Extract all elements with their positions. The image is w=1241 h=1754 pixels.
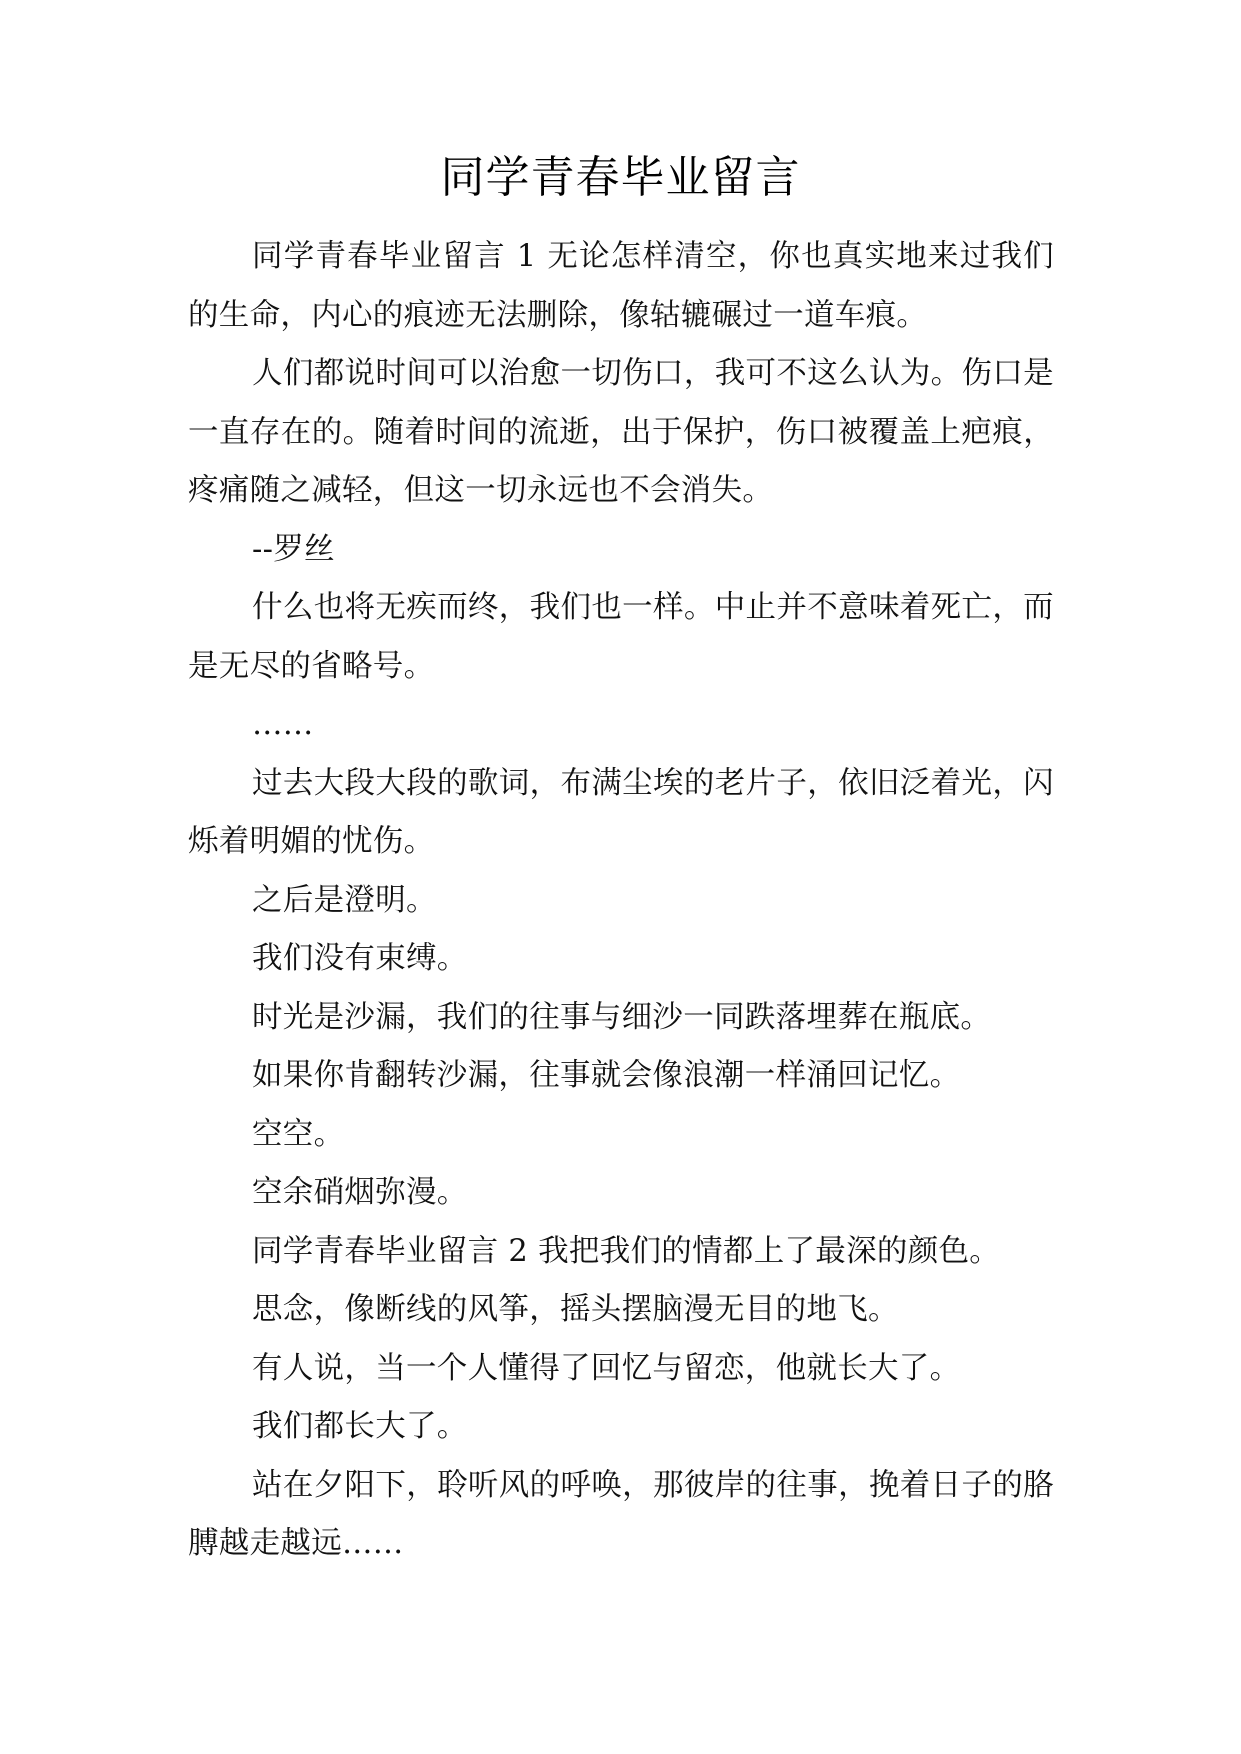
paragraph: 如果你肯翻转沙漏，往事就会像浪潮一样涌回记忆。 [252, 1058, 961, 1093]
paragraph: 之后是澄明。 [252, 882, 437, 918]
paragraph: …… [252, 707, 314, 742]
paragraph: 同学青春毕业留言 2 我把我们的情都上了最深的颜色。 [252, 1233, 1001, 1269]
paragraph: 我们都长大了。 [252, 1409, 468, 1444]
paragraph: 我们没有束缚。 [252, 941, 468, 976]
paragraph: 同学青春毕业留言 1 无论怎样清空，你也真实地来过我们的生命，内心的痕迹无法删除，像轱辘碾过一道车痕。 [188, 239, 1054, 333]
document-body [188, 228, 1054, 1574]
paragraph: 空余硝烟弥漫。 [252, 1175, 468, 1210]
paragraph: --罗丝 [252, 531, 335, 567]
paragraph: 空空。 [252, 1116, 345, 1152]
paragraph: 有人说，当一个人懂得了回忆与留恋，他就长大了。 [252, 1350, 961, 1386]
paragraph: 时光是沙漏，我们的往事与细沙一同跌落埋葬在瓶底。 [252, 999, 992, 1035]
paragraph: 人们都说时间可以治愈一切伤口，我可不这么认为。伤口是一直存在的。随着时间的流逝，出于保护，伤口被覆盖上疤痕，疼痛随之减轻，但这一切永远也不会消失。 [188, 356, 1054, 508]
paragraph: 什么也将无疾而终，我们也一样。中止并不意味着死亡，而是无尽的省略号。 [188, 590, 1054, 684]
paragraph: 过去大段大段的歌词，布满尘埃的老片子，依旧泛着光，闪烁着明媚的忧伤。 [188, 765, 1054, 859]
paragraph: 站在夕阳下，聆听风的呼唤，那彼岸的往事，挽着日子的胳膊越走越远…… [188, 1467, 1054, 1561]
paragraph: 思念，像断线的风筝，摇头摆脑漫无目的地飞。 [252, 1292, 899, 1327]
document-title: 同学青春毕业留言 [440, 152, 801, 203]
